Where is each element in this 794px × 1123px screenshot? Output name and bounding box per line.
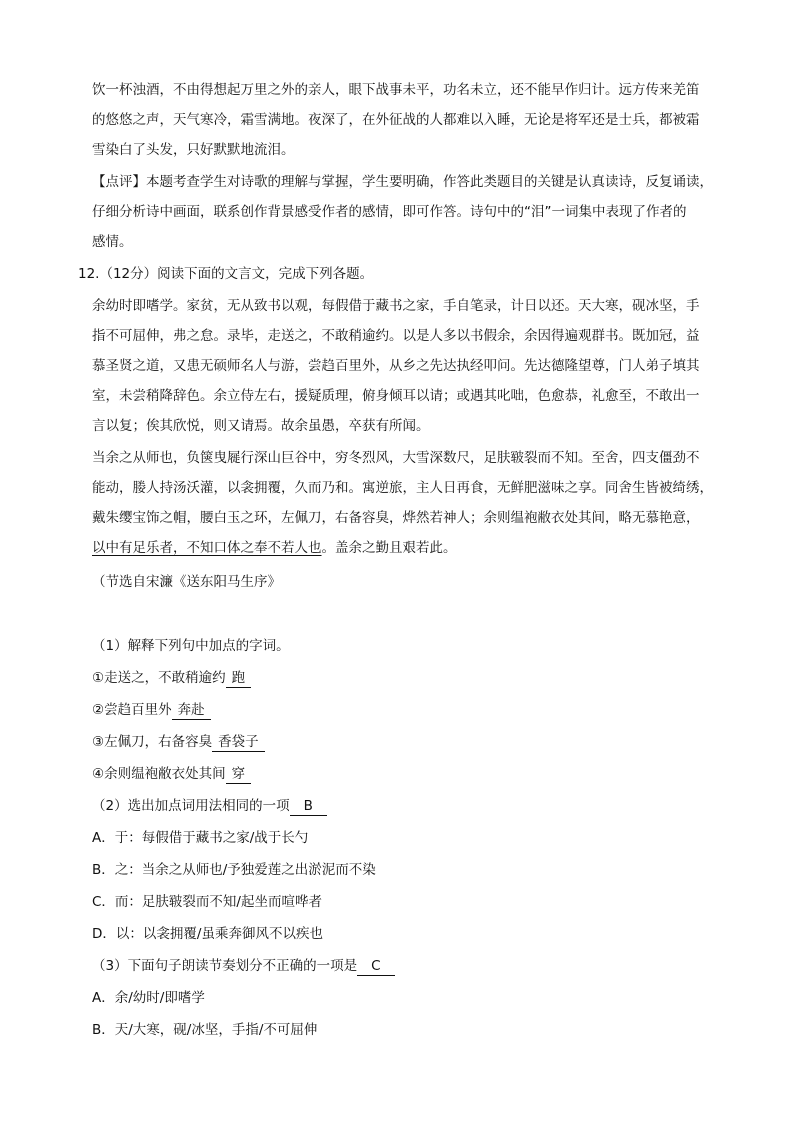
passage-line: 室，未尝稍降辞色。余立侍左右，援疑质理，俯身倾耳以请；或遇其叱咄，色愈恭，礼愈至，不敢出一 bbox=[92, 388, 700, 404]
comment-line: 感情。 bbox=[92, 234, 133, 250]
sub3-option: B．天/大寒，砚/冰坚，手指/不可屈伸 bbox=[92, 1022, 318, 1038]
answer-blank: 奔赴 bbox=[172, 702, 211, 720]
sub1-title: （1）解释下列句中加点的字词。 bbox=[92, 638, 290, 654]
sub2-option: B．之：当余之从师也/予独爱莲之出淤泥而不染 bbox=[92, 862, 376, 878]
passage-line: 能动，媵人持汤沃灌，以衾拥覆，久而乃和。寓逆旅，主人日再食，无鲜肥滋味之享。同舍生皆被绮绣， bbox=[92, 480, 713, 496]
analysis-line: 饮一杯浊酒，不由得想起万里之外的亲人，眼下战事未平，功名未立，还不能早作归计。远方传来羌笛 bbox=[92, 82, 700, 98]
sub2-title-line bbox=[92, 796, 327, 816]
question-12-header: 12.（12分）阅读下面的文言文，完成下列各题。 bbox=[78, 266, 374, 282]
sub1-item-text: ③左佩刀，右备容臭 bbox=[92, 734, 213, 750]
answer-blank: C bbox=[357, 958, 394, 976]
sub2-title: （2）选出加点词用法相同的一项 bbox=[92, 798, 290, 814]
analysis-line: 的悠悠之声，天气寒冷，霜雪满地。夜深了，在外征战的人都难以入睡，无论是将军还是士兵，都被霜 bbox=[92, 112, 700, 128]
passage-line: 当余之从师也，负箧曳屣行深山巨谷中，穷冬烈风，大雪深数尺，足肤皲裂而不知。至舍，四支僵劲不 bbox=[92, 450, 700, 466]
underlined-sentence: 以中有足乐者，不知口体之奉不若人也 bbox=[92, 540, 322, 556]
sub1-item bbox=[92, 700, 211, 720]
sub2-option: C．而：足肤皲裂而不知/起坐而喧哗者 bbox=[92, 894, 322, 910]
passage-line: 慕圣贤之道，又患无硕师名人与游，尝趋百里外，从乡之先达执经叩问。先达德隆望尊，门人弟子填其 bbox=[92, 358, 700, 374]
sub1-item bbox=[92, 764, 251, 784]
passage-line: 指不可屈伸，弗之怠。录毕，走送之，不敢稍逾约。以是人多以书假余，余因得遍观群书。既加冠，益 bbox=[92, 328, 700, 344]
passage-source: （节选自宋濂《送东阳马生序》 bbox=[92, 574, 281, 590]
sub3-title: （3）下面句子朗读节奏划分不正确的一项是 bbox=[92, 958, 358, 974]
analysis-line: 雪染白了头发，只好默默地流泪。 bbox=[92, 142, 295, 158]
passage-line: 言以复；俟其欣悦，则又请焉。故余虽愚，卒获有所闻。 bbox=[92, 418, 430, 434]
answer-blank: 穿 bbox=[226, 766, 252, 784]
sub2-option: A．于：每假借于藏书之家/战于长勺 bbox=[92, 830, 309, 846]
sub1-item-text: ①走送之，不敢稍逾约 bbox=[92, 670, 226, 686]
sub1-item-text: ④余则缊袍敝衣处其间 bbox=[92, 766, 226, 782]
sub1-item bbox=[92, 668, 251, 688]
passage-last-line bbox=[92, 538, 457, 558]
answer-blank: 跑 bbox=[226, 670, 252, 688]
comment-line: 【点评】本题考查学生对诗歌的理解与掌握，学生要明确，作答此类题目的关键是认真读诗，反复诵读， bbox=[92, 174, 713, 190]
passage-line: 戴朱缨宝饰之帽，腰白玉之环，左佩刀，右备容臭，烨然若神人；余则缊袍敝衣处其间，略无慕艳意， bbox=[92, 510, 700, 526]
sub3-title-line bbox=[92, 956, 395, 976]
sub3-option: A．余/幼时/即嗜学 bbox=[92, 990, 205, 1006]
comment-line: 仔细分析诗中画面，联系创作背景感受作者的感情，即可作答。诗句中的“泪”一词集中表现了作者的 bbox=[92, 204, 687, 220]
passage-end-text: 。盖余之勤且艰若此。 bbox=[321, 540, 457, 556]
sub2-option: D．以：以衾拥覆/虽乘奔御风不以疾也 bbox=[92, 926, 323, 942]
sub1-item bbox=[92, 732, 265, 752]
answer-blank: 香袋子 bbox=[212, 734, 265, 752]
sub1-item-text: ②尝趋百里外 bbox=[92, 702, 172, 718]
answer-blank: B bbox=[290, 798, 327, 816]
passage-line: 余幼时即嗜学。家贫，无从致书以观，每假借于藏书之家，手自笔录，计日以还。天大寒，砚冰坚，手 bbox=[92, 298, 700, 314]
